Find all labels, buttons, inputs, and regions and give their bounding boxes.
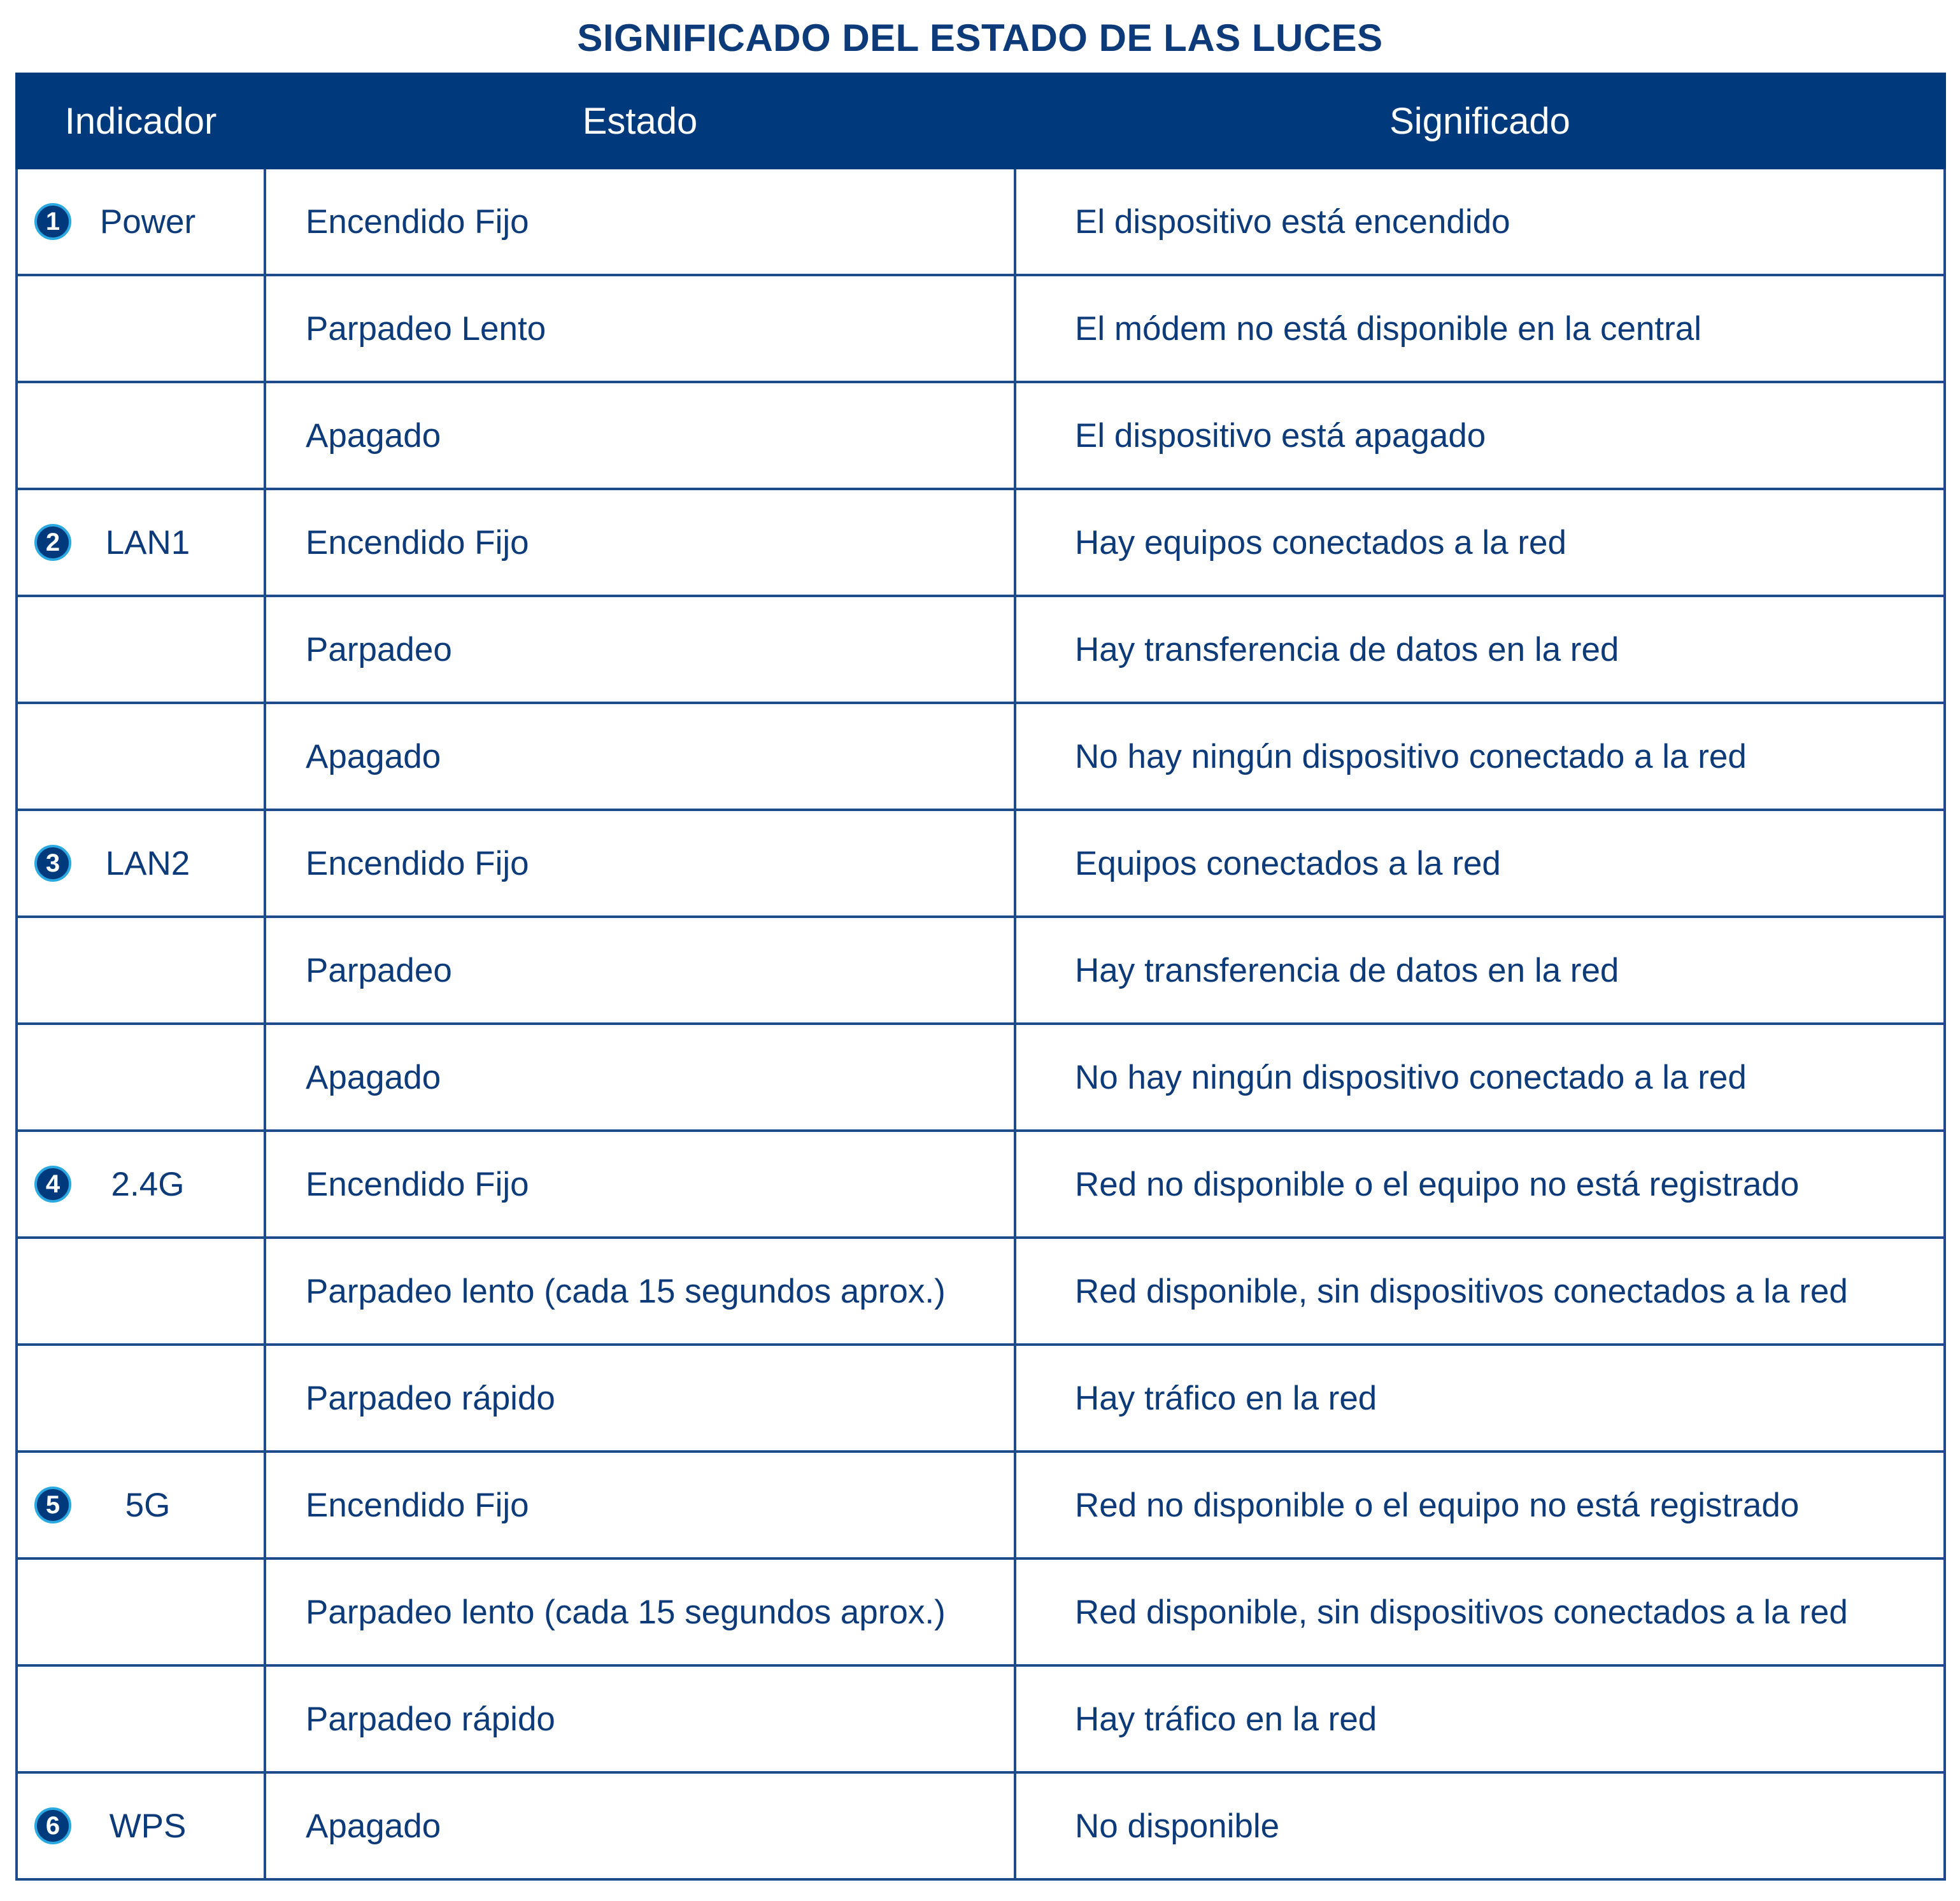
- significado-cell: Hay tráfico en la red: [1015, 1345, 1945, 1452]
- indicator-cell: [17, 1131, 265, 1238]
- indicator-name: 2.4G: [111, 1165, 185, 1203]
- indicator-name: 5G: [125, 1486, 171, 1524]
- number-badge-icon: 3: [34, 845, 71, 882]
- indicator-cell: [17, 382, 265, 489]
- indicator-cell: [17, 1558, 265, 1665]
- significado-cell: El dispositivo está apagado: [1015, 382, 1945, 489]
- number-badge-icon: 4: [34, 1166, 71, 1203]
- table-row: [17, 382, 1945, 489]
- significado-cell: Equipos conectados a la red: [1015, 810, 1945, 917]
- indicator-label: [34, 1486, 264, 1525]
- number-badge-icon: 2: [34, 524, 71, 561]
- table-row: [17, 1772, 1945, 1879]
- indicator-cell: [17, 1238, 265, 1345]
- table-body: [17, 168, 1945, 1879]
- table-row: [17, 1665, 1945, 1772]
- table-row: [17, 1024, 1945, 1131]
- estado-cell: Parpadeo: [265, 596, 1015, 703]
- table-row: [17, 1131, 1945, 1238]
- estado-cell: Apagado: [265, 703, 1015, 810]
- significado-cell: No hay ningún dispositivo conectado a la red: [1015, 1024, 1945, 1131]
- significado-cell: No disponible: [1015, 1772, 1945, 1879]
- estado-cell: Parpadeo: [265, 917, 1015, 1024]
- significado-cell: El módem no está disponible en la central: [1015, 275, 1945, 382]
- significado-cell: Red disponible, sin dispositivos conectados a la red: [1015, 1558, 1945, 1665]
- page-title: SIGNIFICADO DEL ESTADO DE LAS LUCES: [577, 17, 1383, 59]
- table-header: [17, 74, 1945, 168]
- estado-cell: Parpadeo Lento: [265, 275, 1015, 382]
- indicator-label: [34, 1807, 264, 1846]
- indicator-cell: [17, 1772, 265, 1879]
- indicator-label: [34, 523, 264, 562]
- table-row: [17, 596, 1945, 703]
- table-row: [17, 703, 1945, 810]
- table-row: [17, 1452, 1945, 1558]
- number-badge-icon: 5: [34, 1487, 71, 1523]
- indicator-cell: [17, 489, 265, 596]
- column-header-indicador: Indicador: [17, 74, 265, 168]
- header-row: [17, 74, 1945, 168]
- estado-cell: Encendido Fijo: [265, 810, 1015, 917]
- indicator-name: LAN1: [105, 523, 190, 562]
- indicator-name: LAN2: [105, 844, 190, 882]
- significado-cell: Red no disponible o el equipo no está registrado: [1015, 1131, 1945, 1238]
- indicator-cell: [17, 703, 265, 810]
- estado-cell: Encendido Fijo: [265, 489, 1015, 596]
- indicator-label: [34, 202, 264, 241]
- estado-cell: Encendido Fijo: [265, 168, 1015, 275]
- estado-cell: Parpadeo rápido: [265, 1345, 1015, 1452]
- number-badge-icon: 1: [34, 203, 71, 240]
- table-row: [17, 1238, 1945, 1345]
- indicator-label: [34, 1165, 264, 1204]
- indicator-name: Power: [99, 202, 196, 241]
- indicator-cell: [17, 1665, 265, 1772]
- indicator-cell: [17, 917, 265, 1024]
- table-row: [17, 917, 1945, 1024]
- led-status-table: [15, 73, 1946, 1881]
- estado-cell: Encendido Fijo: [265, 1452, 1015, 1558]
- indicator-name: WPS: [109, 1807, 187, 1845]
- significado-cell: Hay equipos conectados a la red: [1015, 489, 1945, 596]
- significado-cell: Hay tráfico en la red: [1015, 1665, 1945, 1772]
- table-row: [17, 489, 1945, 596]
- indicator-label: [34, 844, 264, 883]
- estado-cell: Apagado: [265, 1772, 1015, 1879]
- significado-cell: Hay transferencia de datos en la red: [1015, 596, 1945, 703]
- column-header-estado: Estado: [265, 74, 1015, 168]
- indicator-cell: [17, 1024, 265, 1131]
- significado-cell: El dispositivo está encendido: [1015, 168, 1945, 275]
- table-row: [17, 810, 1945, 917]
- estado-cell: Apagado: [265, 382, 1015, 489]
- table-row: [17, 1558, 1945, 1665]
- estado-cell: Apagado: [265, 1024, 1015, 1131]
- significado-cell: Red disponible, sin dispositivos conectados a la red: [1015, 1238, 1945, 1345]
- column-header-significado: Significado: [1015, 74, 1945, 168]
- indicator-cell: [17, 810, 265, 917]
- indicator-cell: [17, 1452, 265, 1558]
- significado-cell: No hay ningún dispositivo conectado a la red: [1015, 703, 1945, 810]
- estado-cell: Parpadeo lento (cada 15 segundos aprox.): [265, 1238, 1015, 1345]
- significado-cell: Red no disponible o el equipo no está registrado: [1015, 1452, 1945, 1558]
- number-badge-icon: 6: [34, 1807, 71, 1844]
- table-row: [17, 275, 1945, 382]
- table-row: [17, 1345, 1945, 1452]
- estado-cell: Parpadeo rápido: [265, 1665, 1015, 1772]
- indicator-cell: [17, 275, 265, 382]
- indicator-cell: [17, 596, 265, 703]
- indicator-cell: [17, 168, 265, 275]
- estado-cell: Parpadeo lento (cada 15 segundos aprox.): [265, 1558, 1015, 1665]
- table-row: [17, 168, 1945, 275]
- indicator-cell: [17, 1345, 265, 1452]
- estado-cell: Encendido Fijo: [265, 1131, 1015, 1238]
- significado-cell: Hay transferencia de datos en la red: [1015, 917, 1945, 1024]
